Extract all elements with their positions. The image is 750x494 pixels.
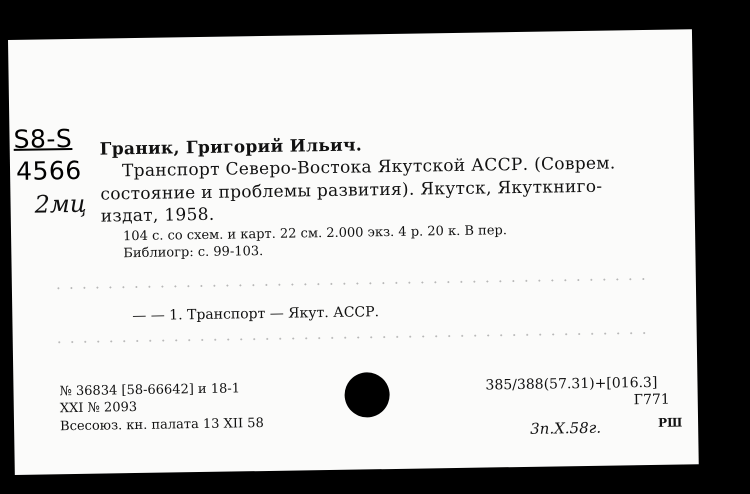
handwritten-date: 3п.Х.58г. (530, 418, 602, 438)
handwritten-code: 2мц (34, 189, 87, 219)
chamber-imprint: Всесоюз. кн. палата 13 XII 58 (59, 416, 264, 435)
dotted-line (52, 278, 652, 289)
call-number-line2: 4566 (15, 155, 82, 186)
title-line-3: издат, 1958. (100, 204, 215, 227)
subject-heading: — — 1. Транспорт — Якут. АССР. (132, 304, 380, 325)
series-number: XXI № 2093 (59, 400, 138, 417)
classification-code: 385/388(57.31)+[016.3] (485, 374, 658, 394)
title-line-1: Транспорт Северо-Востока Якутской АССР. (Соврем. (121, 153, 616, 182)
dotted-line (53, 332, 653, 343)
title-line-2: состояние и проблемы развития). Якутск, Якуткниго- (100, 176, 603, 205)
punch-hole (344, 372, 390, 418)
catalog-card (8, 29, 699, 475)
record-number: № 36834 [58-66642] и 18-1 (59, 381, 241, 400)
corner-mark: РШ (657, 415, 683, 430)
call-number-line1: S8-S (13, 124, 73, 154)
physical-description: 104 с. со схем. и карт. 22 см. 2.000 экз. 4 р. 20 к. В пер. (122, 223, 508, 245)
author-heading: Граник, Григорий Ильич. (99, 135, 363, 160)
bibliography-note: Библиогр: с. 99-103. (123, 244, 264, 262)
author-mark: Г771 (633, 391, 670, 409)
